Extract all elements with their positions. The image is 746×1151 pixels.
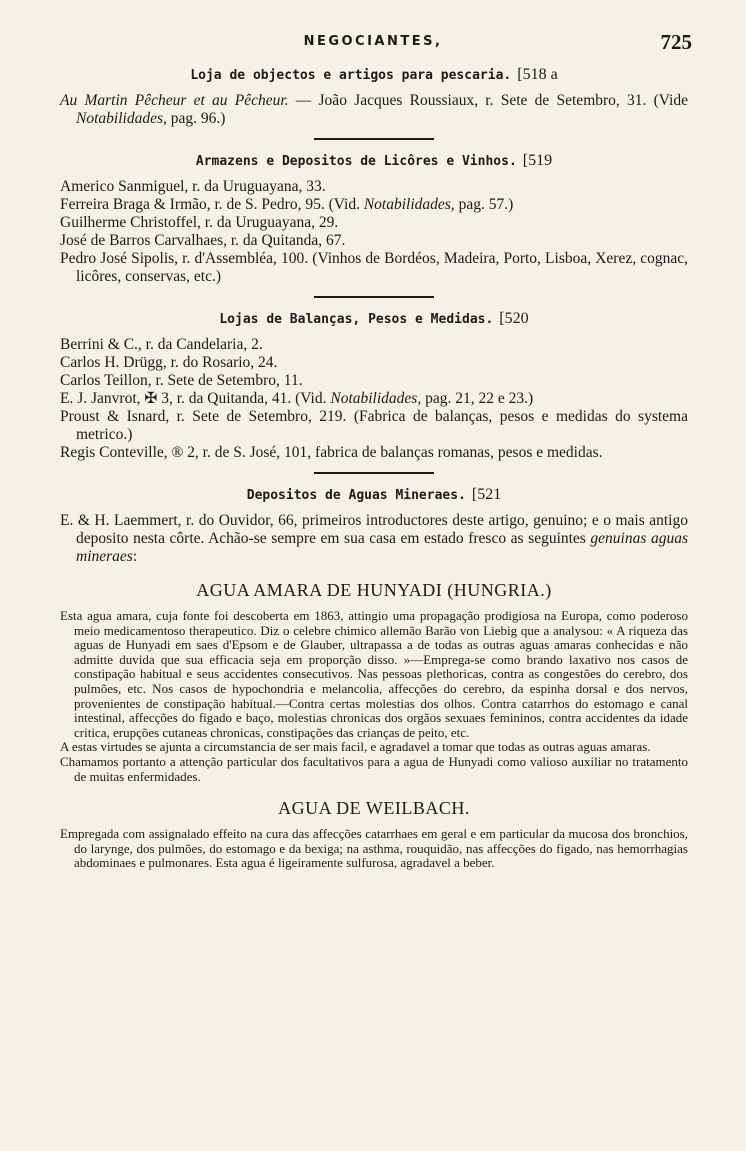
- entry-text: — João Jacques Roussiaux, r. Sete de Setembro, 31. (Vide: [288, 92, 688, 109]
- list-item: Carlos Teillon, r. Sete de Setembro, 11.: [60, 372, 303, 389]
- hunyadi-paragraph: A estas virtudes se ajunta a circumstancia de ser mais facil, e agradavel a tomar que todas as outras aguas amaras.: [60, 739, 651, 755]
- entry-italic: Notabilidades,: [76, 110, 167, 127]
- entry-text: pag. 21, 22 e 23.): [421, 390, 534, 407]
- hunyadi-paragraph: Chamamos portanto a attenção particular dos facultativos para a agua de Hunyadi como valioso auxiliar no tratamento de muitas enfermidades.: [60, 753, 688, 784]
- hunyadi-title: AGUA AMARA DE HUNYADI (HUNGRIA.): [196, 580, 552, 600]
- entry-italic: Au Martin Pêcheur et au Pêcheur.: [60, 92, 289, 109]
- section-title: Loja de objectos e artigos para pescaria.: [190, 68, 512, 83]
- list-item: Americo Sanmiguel, r. da Uruguayana, 33.: [60, 178, 326, 195]
- section-number: [520: [499, 310, 529, 327]
- entry-text: pag. 96.): [166, 110, 226, 127]
- list-item: Guilherme Christoffel, r. da Uruguayana, 29.: [60, 214, 339, 231]
- section-number: [519: [522, 152, 553, 169]
- section-number: [518 a: [517, 66, 558, 83]
- list-item: [60, 92, 688, 128]
- list-item: José de Barros Carvalhaes, r. da Quitanda, 67.: [60, 232, 346, 249]
- hunyadi-paragraph: Esta agua amara, cuja fonte foi descoberta em 1863, attingio uma propagação prodigiosa na Europa, como poderoso meio medicamentoso therapeutico. Diz o celebre chimico allemão Barão von Liebig que a analysou: « A riqueza das aguas de Hunyadi em saes d'Epsom e de Glauber, ultrapassa a de todas as outras aguas amaras conhecidas e não admitte duvida que sua efficacia seja em proporção disso. »—Emprega-se como brando laxativo nos casos de constipação habitual e seus accidentes consecutivos. Nas pessoas plethoricas, contra as congestões do cerebro, dos pulmões, etc. Nos casos de hypochondria e melancolia, affecções do cerebro, da espinha dorsal e dos nervos, provenientes de constipação habitual.—Contra certas molestias dos olhos. Contra catarrhos do estomago e canal intestinal, affecções do figado e baço, molestias chronicas dos orgãos sexuaes femininos, contra accidentes da idade critica, erupções cutaneas chronicas, constipações das crianças de peito, etc.: [60, 608, 688, 740]
- page-number: 725: [660, 30, 692, 54]
- list-item: [60, 512, 688, 566]
- entry-italic: Notabilidades,: [363, 196, 455, 213]
- running-head-title: NEGOCIANTES,: [303, 34, 443, 49]
- section-title: Depositos de Aguas Mineraes.: [246, 488, 466, 503]
- entry-text: E. & H. Laemmert, r. do Ouvidor, 66, primeiros introductores deste artigo, genuino; e o mais antigo deposito nesta côrte. Achão-se sempre em sua casa em estado fresco as seguintes: [60, 512, 688, 547]
- divider: [314, 296, 434, 298]
- entry-text: Ferreira Braga & Irmão, r. de S. Pedro, 95. (Vid.: [60, 196, 364, 213]
- entry-text: E. J. Janvrot, ✠ 3, r. da Quitanda, 41. (Vid.: [60, 390, 331, 407]
- list-item: Carlos H. Drügg, r. do Rosario, 24.: [60, 354, 278, 371]
- entry-italic: Notabilidades,: [330, 390, 422, 407]
- section-heading: [60, 310, 688, 328]
- section-title: Armazens e Depositos de Licôres e Vinhos.: [195, 154, 517, 169]
- list-item: [60, 196, 688, 214]
- list-item: Berrini & C., r. da Candelaria, 2.: [60, 336, 263, 353]
- section-title: Lojas de Balanças, Pesos e Medidas.: [219, 312, 494, 327]
- page-body: [60, 60, 688, 871]
- list-item: Regis Conteville, ® 2, r. de S. José, 101, fabrica de balanças romanas, pesos e medidas.: [60, 444, 603, 461]
- section-heading: [60, 152, 688, 170]
- list-item: Pedro José Sipolis, r. d'Assembléa, 100. (Vinhos de Bordéos, Madeira, Porto, Lisboa, Xerez, cognac, licôres, conservas, etc.): [60, 250, 688, 285]
- entry-italic: genuinas aguas mineraes: [76, 530, 688, 565]
- divider: [314, 472, 434, 474]
- section-heading: [60, 486, 688, 504]
- running-head: [0, 30, 746, 58]
- section-heading: [60, 66, 688, 84]
- section-number: [521: [471, 486, 502, 503]
- weilbach-title: AGUA DE WEILBACH.: [278, 798, 470, 819]
- entry-text: :: [132, 548, 138, 565]
- divider: [314, 138, 434, 140]
- list-item: Proust & Isnard, r. Sete de Setembro, 219. (Fabrica de balanças, pesos e medidas do systema metrico.): [60, 408, 688, 443]
- entry-text: pag. 57.): [454, 196, 514, 213]
- weilbach-paragraph: Empregada com assignalado effeito na cura das affecções catarrhaes em geral e em particular da mucosa dos bronchios, do larynge, dos pulmões, do estomago e da bexiga; na asthma, rouquidão, nas affecções do figado, nas hemorrhagias abdominaes e pulmonares. Esta agua é ligeiramente sulfurosa, agradavel a beber.: [60, 826, 688, 871]
- list-item: [60, 390, 688, 408]
